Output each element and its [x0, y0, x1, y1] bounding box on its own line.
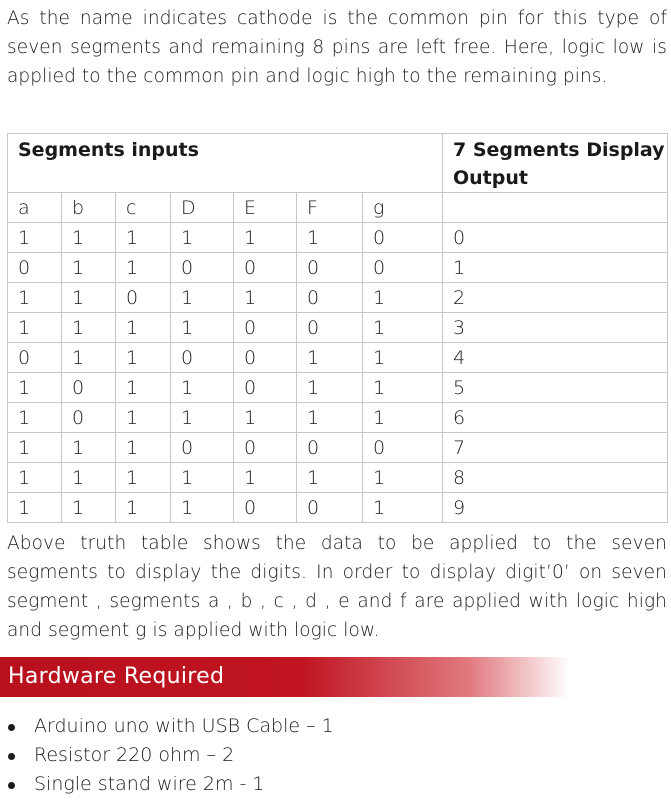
column-label-empty — [443, 193, 668, 223]
segment-value-cell: 0 — [234, 373, 297, 403]
segment-value-cell: 0 — [363, 433, 443, 463]
segment-value-cell: 1 — [363, 373, 443, 403]
section-banner — [0, 657, 671, 697]
display-digit-cell: 4 — [443, 343, 668, 373]
segment-value-cell: 1 — [8, 403, 62, 433]
table-row — [8, 343, 668, 373]
segment-value-cell: 1 — [363, 283, 443, 313]
segment-value-cell: 1 — [8, 463, 62, 493]
segment-value-cell: 1 — [297, 463, 363, 493]
hardware-list — [0, 712, 671, 799]
segment-value-cell: 0 — [62, 373, 116, 403]
segment-value-cell: 1 — [234, 463, 297, 493]
column-label: g — [363, 193, 443, 223]
segment-value-cell: 0 — [363, 223, 443, 253]
column-label: a — [8, 193, 62, 223]
segment-value-cell: 1 — [8, 493, 62, 523]
segment-value-cell: 1 — [62, 283, 116, 313]
segment-value-cell: 1 — [171, 283, 234, 313]
segment-value-cell: 1 — [363, 343, 443, 373]
segment-value-cell: 1 — [8, 433, 62, 463]
intro-paragraph: As the name indicates cathode is the common pin for this type of seven segments and remaining 8 pins are left free. Here, logic low is applied to the common pin and logic high to the remaining pins. — [7, 8, 667, 87]
segment-value-cell: 0 — [297, 283, 363, 313]
bullet-icon — [8, 753, 15, 760]
segment-value-cell: 1 — [171, 313, 234, 343]
column-label: D — [171, 193, 234, 223]
segment-value-cell: 0 — [171, 253, 234, 283]
segment-value-cell: 1 — [62, 433, 116, 463]
segment-value-cell: 1 — [363, 313, 443, 343]
segment-value-cell: 1 — [234, 223, 297, 253]
explanation-paragraph: Above truth table shows the data to be applied to the seven segments to display the digits. In order to display digit’0’ on seven segment , segments a , b , c , d , e and f are applied with logic high and segment g is applied with logic low. — [7, 533, 667, 641]
segment-value-cell: 0 — [171, 343, 234, 373]
display-digit-cell: 9 — [443, 493, 668, 523]
column-label: E — [234, 193, 297, 223]
segment-value-cell: 1 — [297, 343, 363, 373]
segment-value-cell: 0 — [363, 253, 443, 283]
segment-value-cell: 0 — [8, 343, 62, 373]
segment-value-cell: 0 — [297, 433, 363, 463]
segment-value-cell: 1 — [116, 343, 171, 373]
display-digit-cell: 5 — [443, 373, 668, 403]
segment-value-cell: 1 — [234, 283, 297, 313]
column-label-row — [8, 193, 668, 223]
segment-value-cell: 0 — [171, 433, 234, 463]
segment-value-cell: 1 — [116, 373, 171, 403]
display-digit-cell: 1 — [443, 253, 668, 283]
segment-value-cell: 1 — [62, 313, 116, 343]
truth-table — [7, 133, 668, 523]
table-row — [8, 433, 668, 463]
segment-value-cell: 1 — [8, 283, 62, 313]
table-row — [8, 493, 668, 523]
segment-value-cell: 1 — [8, 313, 62, 343]
segment-value-cell: 1 — [116, 253, 171, 283]
segment-value-cell: 0 — [297, 493, 363, 523]
display-digit-cell: 2 — [443, 283, 668, 313]
segment-value-cell: 1 — [116, 223, 171, 253]
segment-value-cell: 1 — [171, 463, 234, 493]
segment-value-cell: 0 — [234, 253, 297, 283]
segment-value-cell: 1 — [363, 403, 443, 433]
segment-value-cell: 0 — [234, 343, 297, 373]
segment-value-cell: 1 — [8, 373, 62, 403]
segment-value-cell: 1 — [116, 313, 171, 343]
segment-value-cell: 1 — [297, 403, 363, 433]
segment-value-cell: 1 — [171, 373, 234, 403]
segment-value-cell: 0 — [297, 313, 363, 343]
table-row — [8, 373, 668, 403]
list-item-text: Resistor 220 ohm – 2 — [34, 744, 235, 766]
segment-value-cell: 1 — [62, 463, 116, 493]
segment-value-cell: 0 — [8, 253, 62, 283]
list-item — [0, 741, 671, 770]
segment-value-cell: 1 — [116, 463, 171, 493]
column-label: F — [297, 193, 363, 223]
list-item — [0, 770, 671, 799]
segment-value-cell: 1 — [116, 433, 171, 463]
segment-value-cell: 0 — [234, 433, 297, 463]
display-digit-cell: 6 — [443, 403, 668, 433]
display-digit-cell: 0 — [443, 223, 668, 253]
segment-value-cell: 0 — [234, 493, 297, 523]
segment-value-cell: 0 — [234, 313, 297, 343]
segment-value-cell: 0 — [62, 403, 116, 433]
bullet-icon — [8, 724, 15, 731]
section-title: Hardware Required — [8, 664, 225, 689]
segment-value-cell: 1 — [171, 403, 234, 433]
table-header-row — [8, 134, 668, 193]
segment-value-cell: 1 — [62, 253, 116, 283]
segment-value-cell: 1 — [8, 223, 62, 253]
list-item-text: Arduino uno with USB Cable – 1 — [34, 715, 334, 737]
table-row — [8, 223, 668, 253]
segment-value-cell: 1 — [297, 223, 363, 253]
table-row — [8, 283, 668, 313]
display-digit-cell: 8 — [443, 463, 668, 493]
display-output-header: 7 Segments Display Output — [443, 134, 668, 193]
segment-value-cell: 0 — [297, 253, 363, 283]
bullet-icon — [8, 782, 15, 789]
segment-value-cell: 1 — [234, 403, 297, 433]
segments-inputs-header: Segments inputs — [8, 134, 443, 193]
table-row — [8, 403, 668, 433]
segment-value-cell: 1 — [297, 373, 363, 403]
column-label: b — [62, 193, 116, 223]
segment-value-cell: 1 — [116, 403, 171, 433]
table-row — [8, 463, 668, 493]
segment-value-cell: 1 — [171, 493, 234, 523]
display-digit-cell: 3 — [443, 313, 668, 343]
list-item — [0, 712, 671, 741]
table-row — [8, 313, 668, 343]
segment-value-cell: 1 — [62, 223, 116, 253]
segment-value-cell: 1 — [62, 493, 116, 523]
column-label: c — [116, 193, 171, 223]
segment-value-cell: 1 — [171, 223, 234, 253]
segment-value-cell: 1 — [363, 493, 443, 523]
segment-value-cell: 1 — [62, 343, 116, 373]
display-digit-cell: 7 — [443, 433, 668, 463]
segment-value-cell: 0 — [116, 283, 171, 313]
segment-value-cell: 1 — [116, 493, 171, 523]
segment-value-cell: 1 — [363, 463, 443, 493]
list-item-text: Single stand wire 2m - 1 — [34, 773, 265, 795]
table-row — [8, 253, 668, 283]
